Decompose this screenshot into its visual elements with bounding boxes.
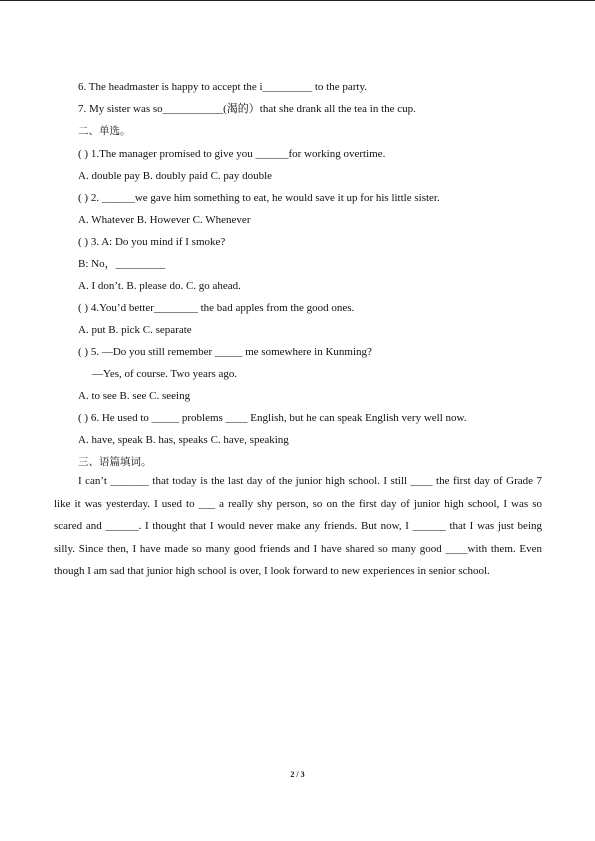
mc-question-2: ( ) 2. ______we gave him something to eat, he would save it up for his little sister. <box>78 192 440 204</box>
mc-question-4: ( ) 4.You’d better________ the bad apples from the good ones. <box>78 302 355 314</box>
mc-options-3: A. I don’t. B. please do. C. go ahead. <box>78 280 241 292</box>
mc-options-4: A. put B. pick C. separate <box>78 324 192 336</box>
mc-question-5-reply: —Yes, of course. Two years ago. <box>92 368 238 380</box>
top-border <box>0 0 595 1</box>
question-7: 7. My sister was so___________(渴的）that she drank all the tea in the cup. <box>78 103 416 115</box>
mc-question-5: ( ) 5. —Do you still remember _____ me somewhere in Kunming? <box>78 346 372 358</box>
section-3-heading: 三、语篇填词。 <box>78 456 152 468</box>
mc-options-2: A. Whatever B. However C. Whenever <box>78 214 251 226</box>
mc-question-3: ( ) 3. A: Do you mind if I smoke? <box>78 236 226 248</box>
section-2-heading: 二、单选。 <box>78 125 131 137</box>
mc-question-6: ( ) 6. He used to _____ problems ____ English, but he can speak English very well now. <box>78 412 467 424</box>
mc-question-3-reply: B: No，_________ <box>78 258 166 270</box>
mc-options-5: A. to see B. see C. seeing <box>78 390 191 402</box>
cloze-paragraph: I can’t _______ that today is the last day of the junior high school. I still ____ the first day of Grade 7 like it was yesterday. I used to ___ a really shy person, so on the first day of junior high school, I was so scared and ______. I thought that I would never make any friends. But now, I ______ that I was just being silly. Since then, I have made so many good friends and I have shared so many good ____with them. Even though I am sad that junior high school is over, I look forward to new experiences in senior school. <box>54 475 542 578</box>
page-number: 2 / 3 <box>290 770 305 779</box>
mc-options-6: A. have, speak B. has, speaks C. have, speaking <box>78 434 289 446</box>
mc-question-1: ( ) 1.The manager promised to give you ______for working overtime. <box>78 148 386 160</box>
mc-options-1: A. double pay B. doubly paid C. pay double <box>78 170 273 182</box>
question-6: 6. The headmaster is happy to accept the i_________ to the party. <box>78 81 367 93</box>
